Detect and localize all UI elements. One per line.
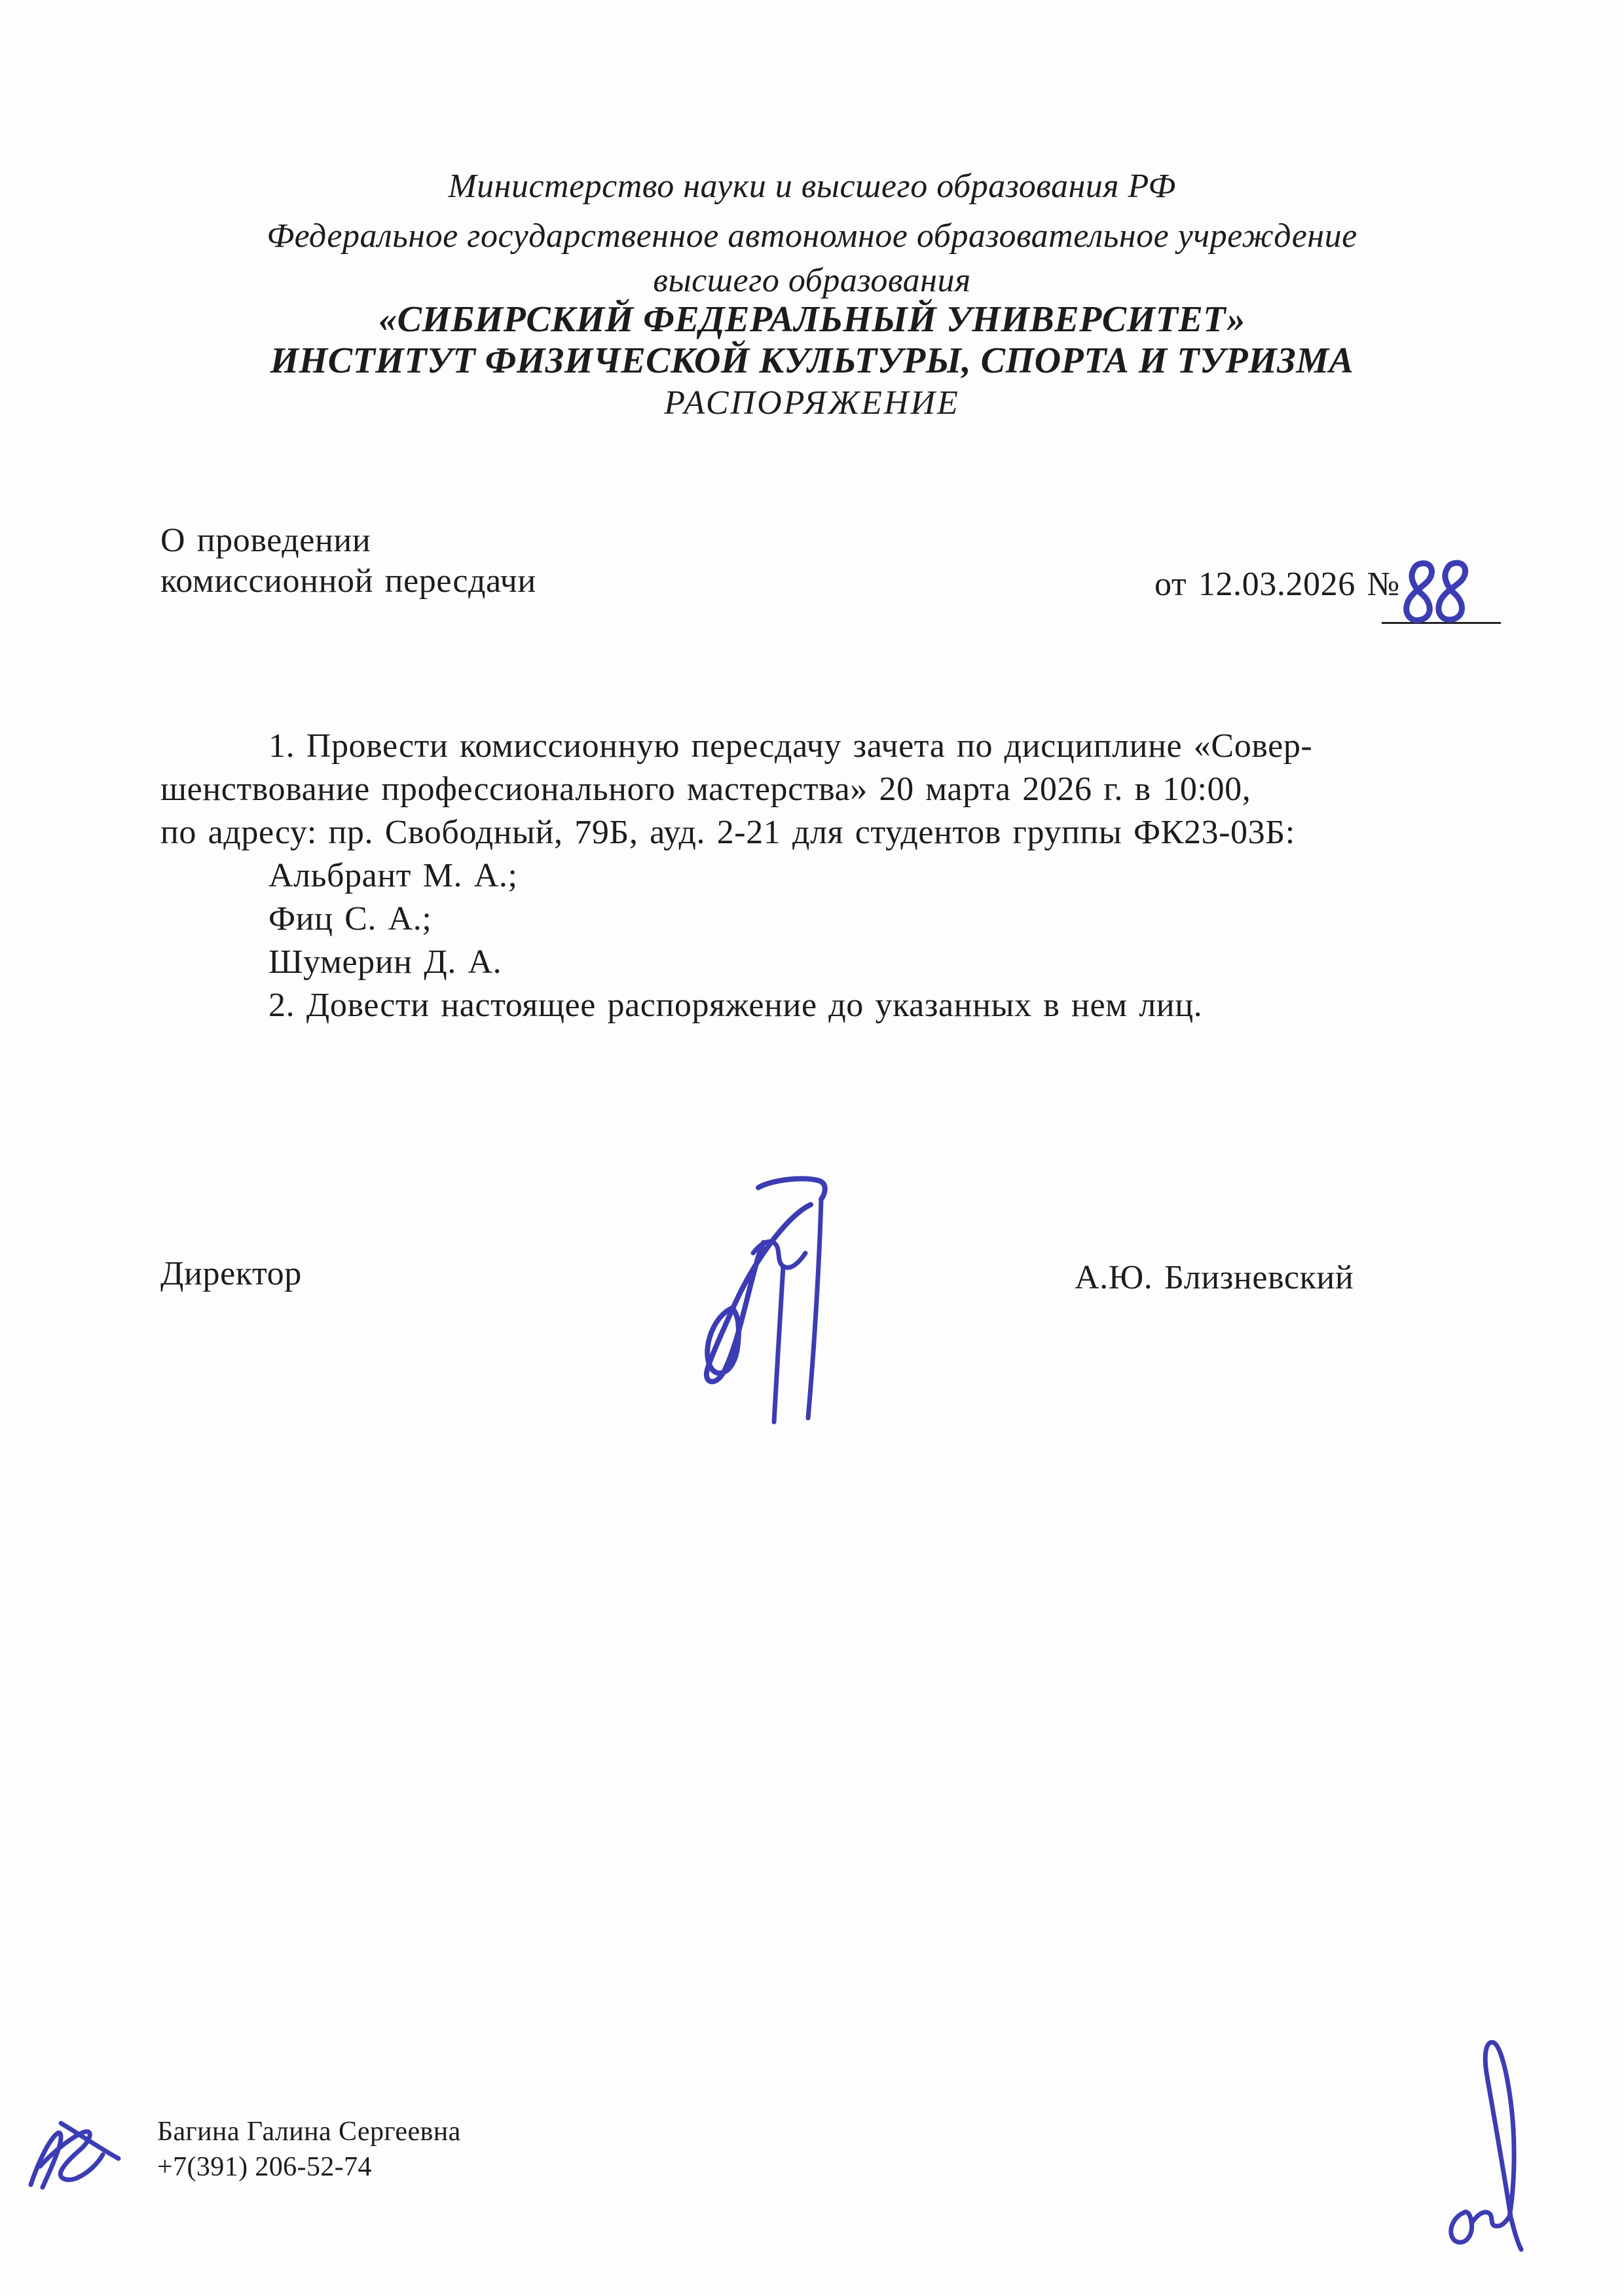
body-item1-line1: 1. Провести комиссионную пересдачу зачета по дисциплине «Совер- bbox=[268, 727, 1313, 765]
bottom-right-signature bbox=[1437, 2016, 1536, 2259]
body-student-2: Фиц С. А.; bbox=[268, 900, 432, 938]
header-ministry: Министерство науки и высшего образования РФ bbox=[448, 168, 1176, 205]
signer-name: А.Ю. Близневский bbox=[1075, 1259, 1354, 1296]
director-signature bbox=[655, 1165, 864, 1427]
body-student-1: Альбрант М. А.; bbox=[268, 857, 518, 894]
subject-line2: комиссионной пересдачи bbox=[160, 562, 536, 600]
executor-initials-handwritten bbox=[23, 2111, 134, 2196]
header-university: «СИБИРСКИЙ ФЕДЕРАЛЬНЫЙ УНИВЕРСИТЕТ» bbox=[378, 299, 1246, 340]
header-doc-type: РАСПОРЯЖЕНИЕ bbox=[664, 384, 960, 422]
subject-line1: О проведении bbox=[160, 522, 371, 559]
doc-number-handwritten bbox=[1396, 556, 1476, 625]
header-federal-agency: Федеральное государственное автономное образовательное учреждение bbox=[267, 217, 1357, 255]
header-education-level: высшего образования bbox=[653, 262, 971, 299]
body-item1-line3: по адресу: пр. Свободный, 79Б, ауд. 2-21 для студентов группы ФК23-03Б: bbox=[160, 814, 1295, 851]
signer-position: Директор bbox=[160, 1255, 302, 1292]
header-institute: ИНСТИТУТ ФИЗИЧЕСКОЙ КУЛЬТУРЫ, СПОРТА И ТУРИЗМА bbox=[270, 340, 1354, 381]
contact-phone: +7(391) 206-52-74 bbox=[157, 2152, 372, 2182]
body-item1-line2: шенствование профессионального мастерства» 20 марта 2026 г. в 10:00, bbox=[160, 771, 1251, 808]
date-number-prefix: от 12.03.2026 № bbox=[1154, 566, 1400, 603]
body-student-3: Шумерин Д. А. bbox=[268, 943, 502, 981]
body-item2: 2. Довести настоящее распоряжение до указанных в нем лиц. bbox=[268, 987, 1203, 1024]
contact-name: Багина Галина Сергеевна bbox=[157, 2117, 461, 2147]
